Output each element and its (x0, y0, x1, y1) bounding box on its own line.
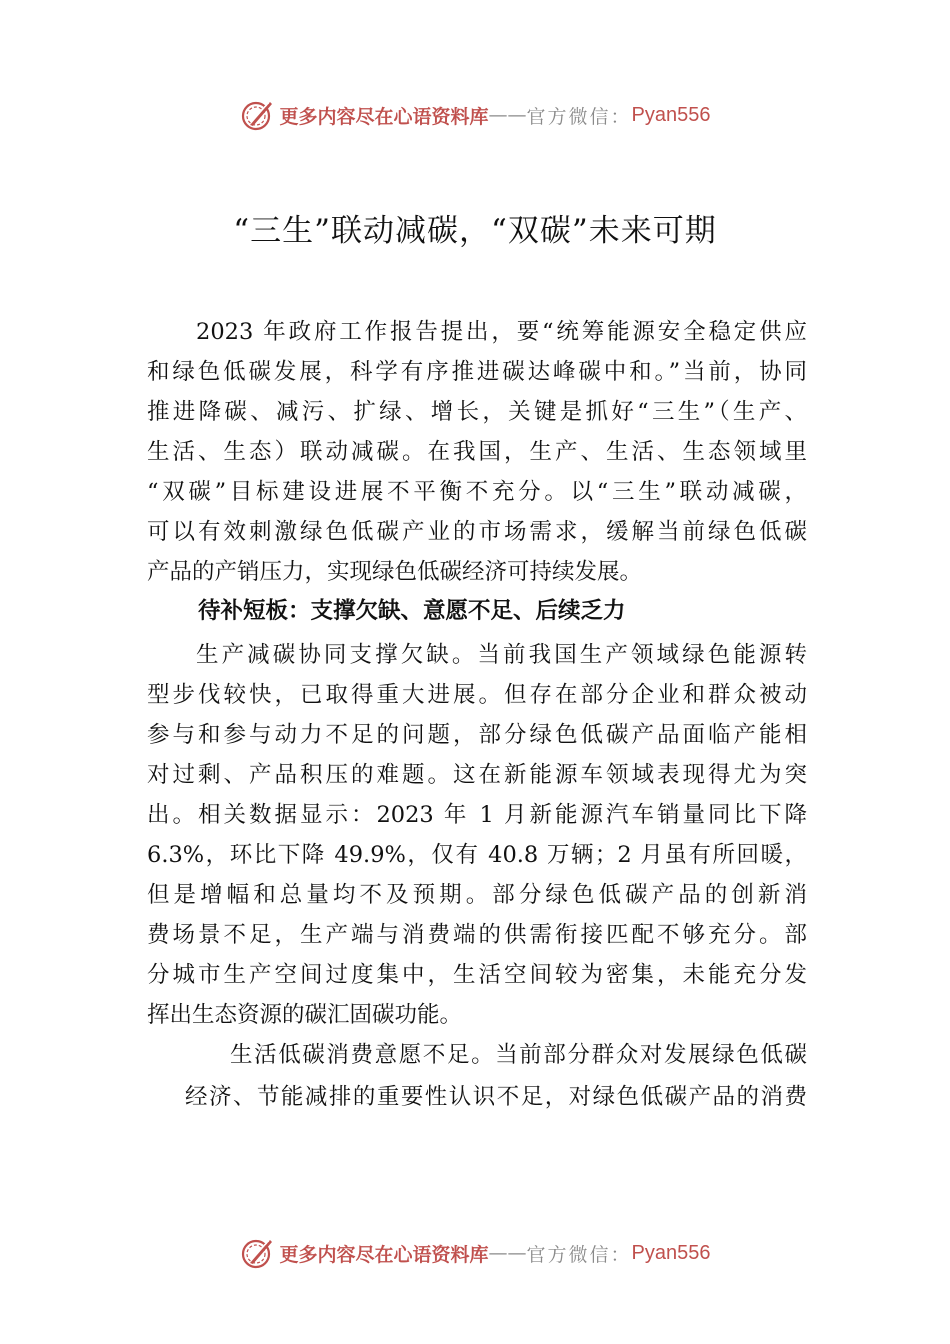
footer-banner (0, 1233, 950, 1273)
quill-logo-icon (240, 1235, 276, 1271)
paragraph-line: 可以有效刺激绿色低碳产业的市场需求，缓解当前绿色低碳 (147, 519, 807, 545)
quill-logo-icon (240, 97, 276, 133)
paragraph-line: 但是增幅和总量均不及预期。部分绿色低碳产品的创新消 (147, 882, 807, 908)
paragraph-line: 推进降碳、减污、扩绿、增长，关键是抓好“三生”（生产、 (147, 399, 807, 425)
banner-account: Pyan556 (631, 1241, 711, 1264)
banner-dash: —— (488, 1242, 527, 1264)
paragraph-line: 对过剩、产品积压的难题。这在新能源车领域表现得尤为突 (147, 762, 807, 788)
banner-brand: 更多内容尽在心语资料库 (279, 105, 489, 128)
paragraph-line: 参与和参与动力不足的问题，部分绿色低碳产品面临产能相 (147, 722, 807, 748)
document-title: “三生”联动减碳，“双碳”未来可期 (233, 213, 717, 249)
banner-wechat-label: 官方微信： (526, 105, 632, 128)
paragraph-line: 分城市生产空间过度集中，生活空间较为密集，未能充分发 (147, 962, 807, 988)
paragraph-line: 经济、节能减排的重要性认识不足，对绿色低碳产品的消费 (185, 1084, 807, 1110)
paragraph-line: 生产减碳协同支撑欠缺。当前我国生产领域绿色能源转 (196, 642, 807, 668)
paragraph-line: 挥出生态资源的碳汇固碳功能。 (147, 1002, 463, 1028)
header-banner (0, 95, 950, 135)
banner-account: Pyan556 (631, 103, 711, 126)
paragraph-line: 产品的产销压力，实现绿色低碳经济可持续发展。 (147, 559, 643, 585)
banner-brand: 更多内容尽在心语资料库 (279, 1243, 489, 1266)
paragraph-line: “双碳”目标建设进展不平衡不充分。以“三生”联动减碳， (147, 479, 807, 505)
paragraph-line: 费场景不足，生产端与消费端的供需衔接匹配不够充分。部 (147, 922, 807, 948)
banner-dash: —— (488, 104, 527, 126)
paragraph-line: 和绿色低碳发展，科学有序推进碳达峰碳中和。”当前，协同 (147, 359, 807, 385)
paragraph-line: 型步伐较快，已取得重大进展。但存在部分企业和群众被动 (147, 682, 807, 708)
paragraph-line: 6.3%，环比下降 49.9%，仅有 40.8 万辆；2 月虽有所回暖， (147, 842, 807, 868)
paragraph-line: 2023 年政府工作报告提出，要“统筹能源安全稳定供应 (196, 319, 807, 345)
section-heading: 待补短板：支撑欠缺、意愿不足、后续乏力 (198, 598, 626, 624)
paragraph-line: 出。相关数据显示：2023 年 1 月新能源汽车销量同比下降 (147, 802, 807, 828)
banner-wechat-label: 官方微信： (526, 1243, 632, 1266)
paragraph-line: 生活、生态）联动减碳。在我国，生产、生活、生态领域里 (147, 439, 807, 465)
paragraph-line: 生活低碳消费意愿不足。当前部分群众对发展绿色低碳 (230, 1042, 807, 1068)
